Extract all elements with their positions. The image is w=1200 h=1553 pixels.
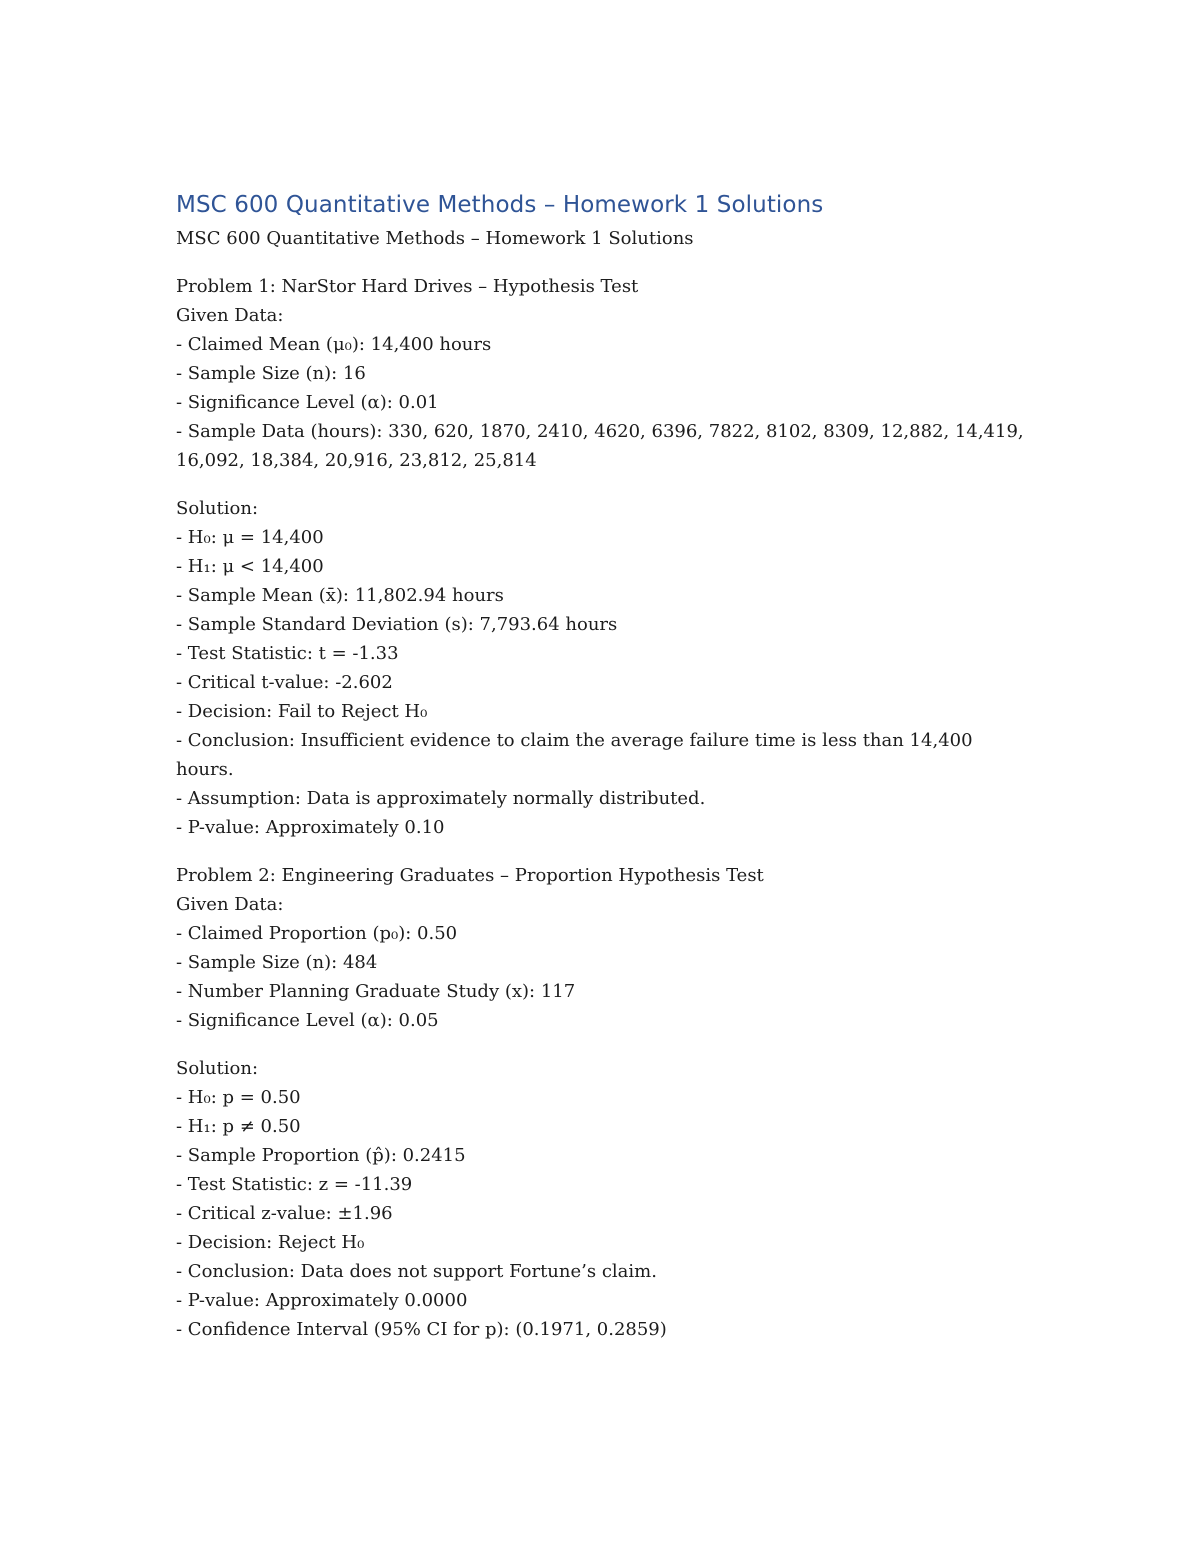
- problem-2-solution-item: - H₀: p = 0.50: [176, 1087, 301, 1108]
- problem-1-given-item: - Sample Size (n): 16: [176, 363, 366, 384]
- document-page: [176, 188, 1056, 1344]
- problem-1-solution-item: - H₀: μ = 14,400: [176, 527, 324, 548]
- problem-1-given-label: Given Data:: [176, 305, 284, 326]
- problem-2-given-label: Given Data:: [176, 894, 284, 915]
- document-title: MSC 600 Quantitative Methods – Homework 1 Solutions: [176, 192, 824, 218]
- problem-2-heading: Problem 2: Engineering Graduates – Proportion Hypothesis Test: [176, 865, 764, 886]
- spacer: [176, 842, 1056, 861]
- problem-2-solution-item: - Conclusion: Data does not support Fortune’s claim.: [176, 1261, 657, 1282]
- spacer: [176, 253, 1056, 272]
- problem-1-solution-item: - Sample Mean (x̄): 11,802.94 hours: [176, 585, 504, 606]
- problem-2-solution-item: - Decision: Reject H₀: [176, 1232, 365, 1253]
- problem-1-solution-item: - Critical t-value: -2.602: [176, 672, 393, 693]
- problem-1-solution-item: - H₁: μ < 14,400: [176, 556, 324, 577]
- problem-2-solution-item: - Confidence Interval (95% CI for p): (0.1971, 0.2859): [176, 1319, 667, 1340]
- problem-1-solution-item: - Sample Standard Deviation (s): 7,793.64 hours: [176, 614, 618, 635]
- problem-2-solution-label: Solution:: [176, 1058, 259, 1079]
- problem-1-solution-label: Solution:: [176, 498, 259, 519]
- problem-1-heading: Problem 1: NarStor Hard Drives – Hypothesis Test: [176, 276, 639, 297]
- problem-2-given-item: - Sample Size (n): 484: [176, 952, 378, 973]
- problem-1-given-item: - Sample Data (hours): 330, 620, 1870, 2410, 4620, 6396, 7822, 8102, 8309, 12,882, 14,419,: [176, 421, 1024, 442]
- problem-1-solution-item: - P-value: Approximately 0.10: [176, 817, 445, 838]
- problem-1-given-item: 16,092, 18,384, 20,916, 23,812, 25,814: [176, 450, 537, 471]
- problem-2-section: [176, 861, 1056, 1344]
- problem-2-solution-item: - P-value: Approximately 0.0000: [176, 1290, 468, 1311]
- spacer: [176, 1035, 1056, 1054]
- problem-2-solution-item: - Sample Proportion (p̂): 0.2415: [176, 1145, 466, 1166]
- problem-1-solution-item: hours.: [176, 759, 234, 780]
- problem-2-given-item: - Claimed Proportion (p₀): 0.50: [176, 923, 458, 944]
- problem-2-solution-item: - Critical z-value: ±1.96: [176, 1203, 393, 1224]
- problem-2-given-item: - Number Planning Graduate Study (x): 117: [176, 981, 576, 1002]
- document-subtitle: MSC 600 Quantitative Methods – Homework 1 Solutions: [176, 228, 694, 249]
- problem-2-solution-item: - H₁: p ≠ 0.50: [176, 1116, 301, 1137]
- problem-1-solution-item: - Assumption: Data is approximately normally distributed.: [176, 788, 706, 809]
- problem-1-solution-item: - Decision: Fail to Reject H₀: [176, 701, 428, 722]
- spacer: [176, 475, 1056, 494]
- problem-1-given-item: - Significance Level (α): 0.01: [176, 392, 439, 413]
- problem-1-given-item: - Claimed Mean (μ₀): 14,400 hours: [176, 334, 492, 355]
- problem-1-section: [176, 272, 1056, 842]
- problem-1-solution-item: - Test Statistic: t = -1.33: [176, 643, 399, 664]
- problem-2-solution-item: - Test Statistic: z = -11.39: [176, 1174, 413, 1195]
- problem-2-given-item: - Significance Level (α): 0.05: [176, 1010, 439, 1031]
- problem-1-solution-item: - Conclusion: Insufficient evidence to claim the average failure time is less than 14,400: [176, 730, 973, 751]
